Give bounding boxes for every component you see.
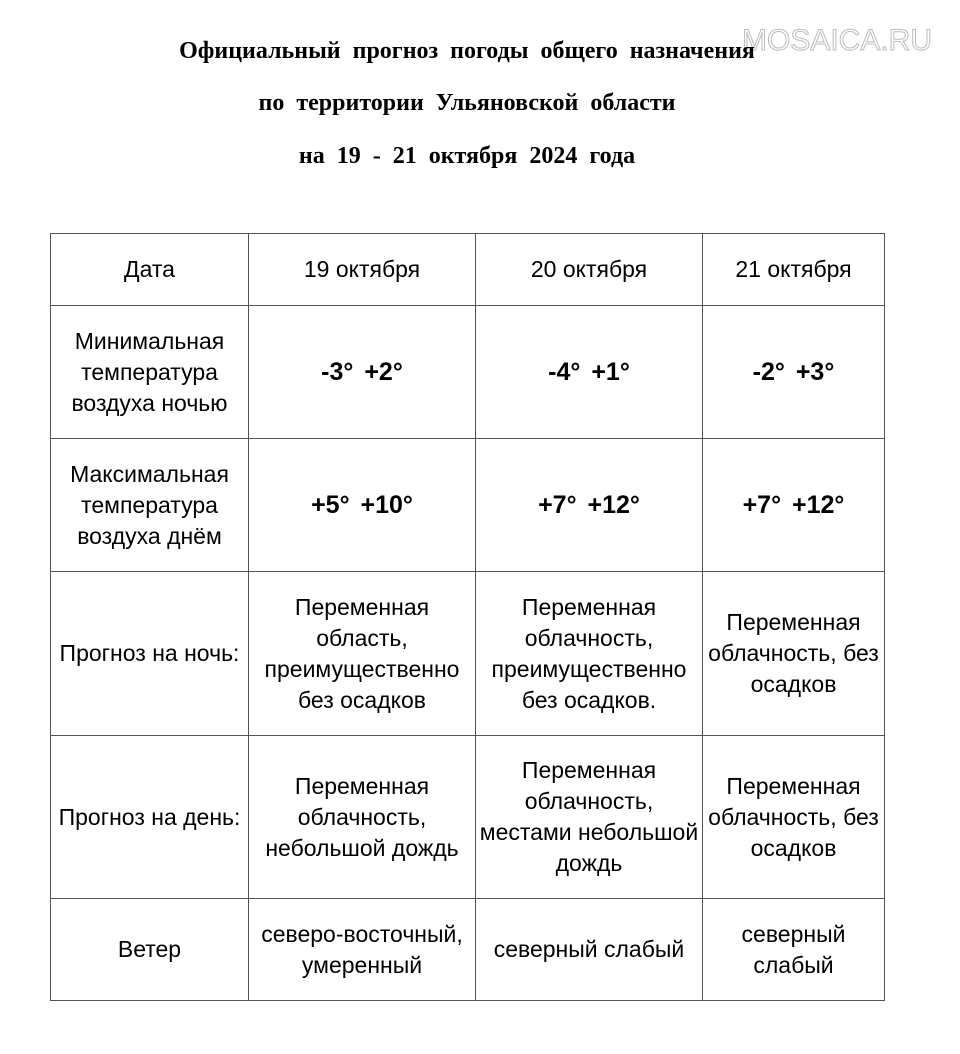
- table-row-min-temp: [51, 306, 885, 439]
- wind-day-3: северный слабый: [703, 899, 885, 1001]
- forecast-table: [50, 233, 885, 1001]
- watermark-logo: MOSAICA.RU: [741, 24, 932, 57]
- table-row-wind: [51, 899, 885, 1001]
- table-row-day-forecast: [51, 736, 885, 899]
- min-temp-day-2: -4° +1°: [476, 306, 703, 439]
- header-day-1: 19 октября: [249, 234, 476, 306]
- table-row-max-temp: [51, 439, 885, 572]
- row-label-day-forecast: Прогноз на день:: [51, 736, 249, 899]
- night-forecast-day-2: Переменная облачность, преимущественно без осадков.: [476, 572, 703, 736]
- night-forecast-day-1: Переменная область, преимущественно без осадков: [249, 572, 476, 736]
- title-line-1: Официальный прогноз погоды общего назначения: [179, 38, 755, 64]
- min-temp-day-1: -3° +2°: [249, 306, 476, 439]
- title-line-2: по территории Ульяновской области: [258, 90, 676, 116]
- night-forecast-day-3: Переменная облачность, без осадков: [703, 572, 885, 736]
- max-temp-day-1: +5° +10°: [249, 439, 476, 572]
- table-row-night-forecast: [51, 572, 885, 736]
- wind-day-1: северо-восточный, умеренный: [249, 899, 476, 1001]
- row-label-wind: Ветер: [51, 899, 249, 1001]
- header-day-3: 21 октября: [703, 234, 885, 306]
- day-forecast-day-1: Переменная облачность, небольшой дождь: [249, 736, 476, 899]
- header-date-label: Дата: [51, 234, 249, 306]
- header-day-2: 20 октября: [476, 234, 703, 306]
- max-temp-day-3: +7° +12°: [703, 439, 885, 572]
- row-label-max-temp: Максимальная температура воздуха днём: [51, 439, 249, 572]
- day-forecast-day-3: Переменная облачность, без осадков: [703, 736, 885, 899]
- row-label-night-forecast: Прогноз на ночь:: [51, 572, 249, 736]
- wind-day-2: северный слабый: [476, 899, 703, 1001]
- min-temp-day-3: -2° +3°: [703, 306, 885, 439]
- title-line-3: на 19 - 21 октября 2024 года: [298, 143, 636, 169]
- row-label-min-temp: Минимальная температура воздуха ночью: [51, 306, 249, 439]
- day-forecast-day-2: Переменная облачность, местами небольшой дождь: [476, 736, 703, 899]
- max-temp-day-2: +7° +12°: [476, 439, 703, 572]
- table-header-row: [51, 234, 885, 306]
